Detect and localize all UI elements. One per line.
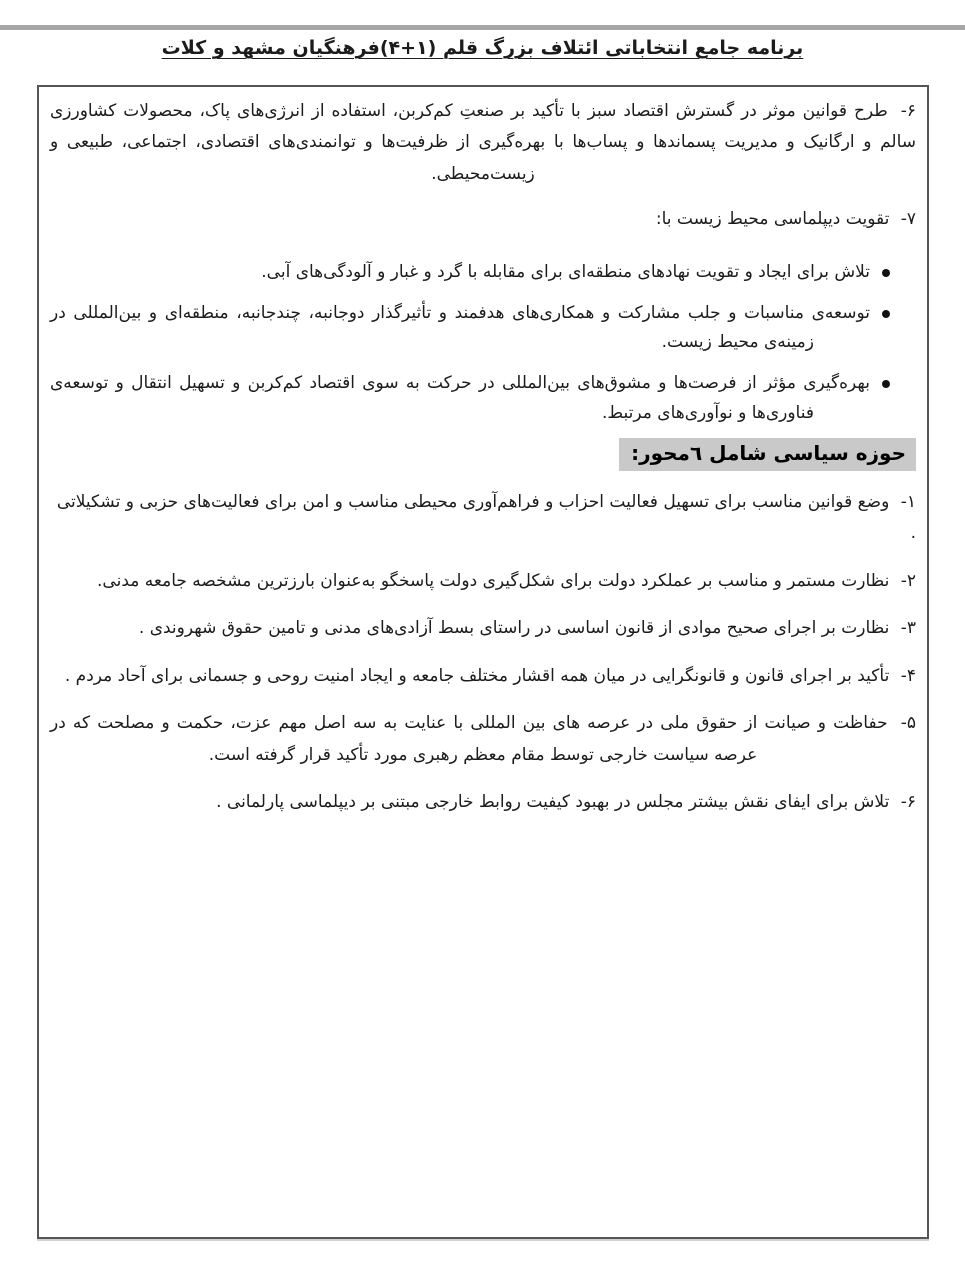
bullet-text: بهره‌گیری مؤثر از فرصت‌ها و مشوق‌های بین‌المللی در حرکت به سوی اقتصاد کم‌کربن و تسهیل انتقال و توسعه‌ی فناوری‌ها و نوآوری‌های مرتبط. (50, 373, 870, 423)
bullet-text: تلاش برای ایجاد و تقویت نهادهای منطقه‌ای برای مقابله با گرد و غبار و آلودگی‌های آبی. (261, 261, 870, 282)
politics-item-1 (50, 487, 916, 550)
politics-item-6 (50, 787, 916, 818)
env-item-7 (50, 204, 916, 235)
item-text: نظارت بر اجرای صحیح موادی از قانون اساسی در راستای بسط آزادی‌های مدنی و تامین حقوق شهروندی . (138, 618, 890, 639)
bullet-item (50, 299, 916, 357)
item-number: ۶- (900, 101, 916, 121)
politics-item-2 (50, 566, 916, 597)
bullet-text: توسعه‌ی مناسبات و جلب مشارکت و همکاری‌های هدفمند و تأثیرگذار دوجانبه، چندجانبه، منطقه‌ای و بین‌المللی در زمینه‌ی محیط زیست. (50, 302, 870, 353)
item-number: ۶- (900, 791, 916, 812)
env-item-6 (50, 96, 916, 190)
item-text: نظارت مستمر و مناسب بر عملکرد دولت برای شکل‌گیری دولت پاسخگو به‌عنوان بارزترین مشخصه جامعه مدنی. (97, 570, 890, 591)
item-text: تلاش برای ایفای نقش بیشتر مجلس در بهبود کیفیت روابط خارجی مبتنی بر دیپلماسی پارلمانی . (216, 791, 890, 812)
document-title: برنامه جامع انتخاباتی ائتلاف بزرگ قلم (۱+۴)فرهنگیان مشهد و کلات (161, 37, 804, 59)
politics-item-3 (50, 613, 916, 644)
bullet-item (50, 369, 916, 427)
item-text: تقویت دیپلماسی محیط زیست با: (655, 209, 890, 230)
item-text: حفاظت و صیانت از حقوق ملی در عرصه های بین المللی با عنایت به سه اصل مهم عزت، حکمت و مصلحت که در عرصه سیاست خارجی توسط مقام معظم رهبری مورد تأکید قرار گرفته است. (50, 713, 888, 765)
item-text: طرح قوانین موثر در گسترش اقتصاد سبز با تأکید بر صنعتِ کم‌کربن، استفاده از انرژی‌های پاک، محصولات کشاورزی سالم و ارگانیک و مدیریت پسماندها و پساب‌ها با بهره‌گیری از ظرفیت‌ها و توانمندی‌های اقتصادی، اجتماعی، طبیعی و زیست‌محیطی. (50, 101, 916, 184)
item-number: ۲- (900, 570, 916, 591)
item-number: ۷- (900, 209, 916, 230)
section-heading-row (50, 438, 916, 471)
bullet-icon (882, 380, 890, 388)
bullet-icon (882, 269, 890, 277)
item-number: ۵- (900, 713, 916, 734)
politics-item-4 (50, 661, 916, 692)
politics-item-5 (50, 708, 916, 771)
item-text: تأکید بر اجرای قانون و قانونگرایی در میان همه اقشار مختلف جامعه و ایجاد امنیت روحی و جسمانی برای آحاد مردم . (64, 665, 890, 686)
item-number: ۳- (900, 618, 916, 639)
bullet-item (50, 258, 916, 287)
item-number: ۴- (900, 665, 916, 686)
content-border-box (37, 85, 929, 1239)
bullet-icon (882, 310, 890, 318)
item-text: وضع قوانین مناسب برای تسهیل فعالیت احزاب و فراهم‌آوری محیطی مناسب و امن برای فعالیت‌های حزبی و تشکیلاتی . (56, 491, 916, 544)
top-divider-bar (0, 25, 965, 30)
item-number: ۱- (900, 491, 916, 512)
section-heading: حوزه سیاسی شامل ٦محور: (619, 438, 916, 471)
